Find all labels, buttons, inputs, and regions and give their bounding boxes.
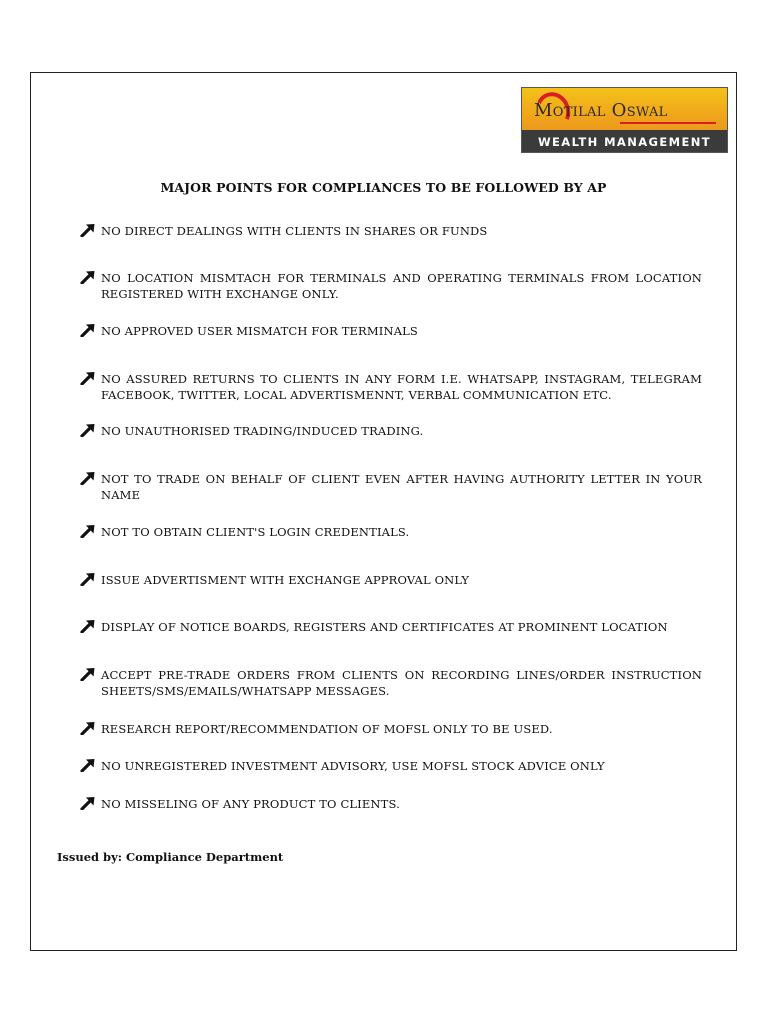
logo-tagline: WEALTH MANAGEMENT (522, 130, 727, 153)
compliance-point (80, 667, 702, 699)
compliance-point (80, 423, 702, 439)
compliance-point (80, 223, 702, 239)
arrow-northeast-icon (80, 371, 101, 385)
point-text: DISPLAY OF NOTICE BOARDS, REGISTERS AND CERTIFICATES AT PROMINENT LOCATION (101, 620, 668, 634)
arrow-northeast-icon (80, 667, 101, 681)
arrow-northeast-icon (80, 619, 101, 633)
point-text: NOT TO TRADE ON BEHALF OF CLIENT EVEN AFTER HAVING AUTHORITY LETTER IN YOUR NAME (101, 472, 702, 502)
arrow-northeast-icon (80, 721, 101, 735)
compliance-point (80, 371, 702, 403)
compliance-point (80, 524, 702, 540)
arrow-northeast-icon (80, 270, 101, 284)
issued-by: Issued by: Compliance Department (57, 850, 284, 864)
arrow-northeast-icon (80, 423, 101, 437)
company-logo (521, 87, 728, 153)
compliance-point (80, 471, 702, 503)
compliance-point (80, 619, 702, 635)
arrow-northeast-icon (80, 471, 101, 485)
compliance-point (80, 323, 702, 339)
point-text: NO LOCATION MISMTACH FOR TERMINALS AND OPERATING TERMINALS FROM LOCATION REGISTERED WITH EXCHANGE ONLY. (101, 271, 702, 301)
compliance-point (80, 270, 702, 302)
point-text: ACCEPT PRE-TRADE ORDERS FROM CLIENTS ON RECORDING LINES/ORDER INSTRUCTION SHEETS/SMS/EMAILS/WHATSAPP MESSAGES. (101, 668, 702, 698)
arrow-northeast-icon (80, 796, 101, 810)
document-border (30, 72, 737, 951)
arrow-northeast-icon (80, 758, 101, 772)
arrow-northeast-icon (80, 572, 101, 586)
point-text: NO UNREGISTERED INVESTMENT ADVISORY, USE MOFSL STOCK ADVICE ONLY (101, 759, 605, 773)
compliance-point (80, 572, 702, 588)
arrow-northeast-icon (80, 524, 101, 538)
point-text: NO DIRECT DEALINGS WITH CLIENTS IN SHARES OR FUNDS (101, 224, 488, 238)
arrow-northeast-icon (80, 223, 101, 237)
compliance-point (80, 796, 702, 812)
point-text: ISSUE ADVERTISMENT WITH EXCHANGE APPROVAL ONLY (101, 573, 470, 587)
point-text: RESEARCH REPORT/RECOMMENDATION OF MOFSL ONLY TO BE USED. (101, 722, 553, 736)
compliance-point (80, 721, 702, 737)
logo-name: Motilal Oswal (534, 100, 668, 121)
page-title: MAJOR POINTS FOR COMPLIANCES TO BE FOLLOWED BY AP (160, 180, 607, 195)
arrow-northeast-icon (80, 323, 101, 337)
point-text: NO UNAUTHORISED TRADING/INDUCED TRADING. (101, 424, 424, 438)
point-text: NO APPROVED USER MISMATCH FOR TERMINALS (101, 324, 418, 338)
point-text: NOT TO OBTAIN CLIENT'S LOGIN CREDENTIALS. (101, 525, 410, 539)
point-text: NO ASSURED RETURNS TO CLIENTS IN ANY FORM I.E. WHATSAPP, INSTAGRAM, TELEGRAM FACEBOOK, TWITTER, LOCAL ADVERTISMENNT, VERBAL COMMUNICATION ETC. (101, 372, 702, 402)
compliance-point (80, 758, 702, 774)
point-text: NO MISSELING OF ANY PRODUCT TO CLIENTS. (101, 797, 400, 811)
